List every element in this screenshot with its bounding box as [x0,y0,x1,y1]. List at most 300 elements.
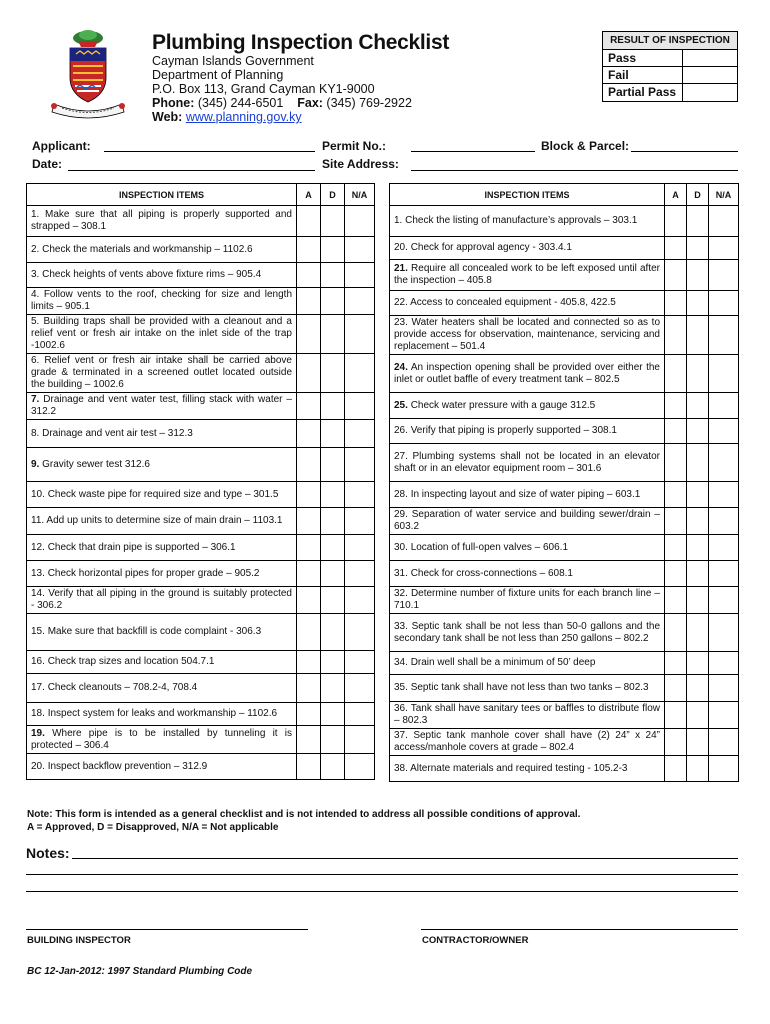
checklist-right-header [390,184,739,206]
na-checkbox[interactable] [709,206,739,237]
disapproved-checkbox[interactable] [321,448,345,482]
disapproved-checkbox[interactable] [321,482,345,508]
item-number: 3. [31,269,40,280]
checklist-row [390,393,739,419]
disapproved-checkbox[interactable] [321,561,345,587]
item-text: Require all concealed work to be left exposed until after the inspection – 405.8 [394,263,660,286]
checklist-item [27,651,297,674]
approved-checkbox[interactable] [665,535,687,561]
contractor-signature-label: CONTRACTOR/OWNER [422,935,529,946]
item-text: Make sure that backfill is code complaint - 306.3 [47,626,262,637]
item-text: Check waste pipe for required size and type – 301.5 [47,488,279,500]
na-checkbox[interactable] [709,614,739,652]
result-pass-checkbox[interactable] [683,50,737,66]
na-checkbox[interactable] [345,482,375,508]
na-checkbox[interactable] [709,291,739,316]
checklist-row [27,726,375,754]
approved-checkbox[interactable] [665,444,687,482]
date-label: Date: [32,157,63,171]
disapproved-checkbox[interactable] [687,675,709,702]
checklist-row [390,206,739,237]
na-checkbox[interactable] [709,316,739,355]
disapproved-checkbox[interactable] [687,260,709,291]
na-checkbox[interactable] [345,288,375,315]
item-number: 35. [394,682,408,693]
disapproved-checkbox[interactable] [687,587,709,614]
item-text: Septic tank manhole cover shall have (2) 24” x 24” access/manhole covers at grade – 802.4 [394,730,660,753]
checklist-item [27,206,297,237]
item-number: 16. [31,656,45,667]
item-text: Septic tank shall have not less than two tanks – 802.3 [410,682,649,693]
na-checkbox[interactable] [345,703,375,726]
checklist-row [27,315,375,354]
disapproved-checkbox[interactable] [687,702,709,729]
na-checkbox[interactable] [709,535,739,561]
na-checkbox[interactable] [345,651,375,674]
checklist-item [27,263,297,288]
result-of-inspection-box [602,31,738,102]
approved-checkbox[interactable] [297,315,321,354]
item-number: 1. [394,215,403,226]
approved-checkbox[interactable] [297,448,321,482]
item-text: Check horizontal pipes for proper grade – 905.2 [47,567,260,579]
approved-checkbox[interactable] [297,237,321,263]
result-partial-label: Partial Pass [603,84,683,101]
na-checkbox[interactable] [709,419,739,444]
item-text: Verify that piping is properly supported – 308.1 [410,425,617,436]
item-number: 26. [394,425,408,436]
item-text: Where pipe is to be installed by tunneling it is protected – 306.4 [31,727,292,751]
na-checkbox[interactable] [709,652,739,675]
na-checkbox[interactable] [345,508,375,535]
checklist-row [27,614,375,651]
web-line [152,110,302,124]
web-link[interactable]: www.planning.gov.ky [185,110,302,124]
checklist-item [27,420,297,448]
approved-checkbox[interactable] [297,587,321,614]
approved-checkbox[interactable] [297,288,321,315]
approved-checkbox[interactable] [297,420,321,448]
approved-checkbox[interactable] [297,263,321,288]
disapproved-checkbox[interactable] [321,614,345,651]
approved-checkbox[interactable] [297,614,321,651]
checklist-item [27,448,297,482]
approved-checkbox[interactable] [665,291,687,316]
item-text: Inspect backflow prevention – 312.9 [47,760,208,772]
result-fail-checkbox[interactable] [683,67,737,83]
item-text: In inspecting layout and size of water piping – 603.1 [410,488,641,500]
approved-checkbox[interactable] [297,508,321,535]
disapproved-checkbox[interactable] [321,315,345,354]
na-checkbox[interactable] [345,614,375,651]
item-text: An inspection opening shall be provided over either the inlet or outlet baffle of every treatment tank – 802.5 [394,361,660,385]
na-checkbox[interactable] [345,354,375,393]
item-number: 36. [394,703,408,714]
approved-checkbox[interactable] [665,652,687,675]
item-number: 7. [31,394,40,405]
col-items-header: INSPECTION ITEMS [27,184,297,206]
na-checkbox[interactable] [345,420,375,448]
approved-checkbox[interactable] [297,393,321,420]
na-checkbox[interactable] [345,206,375,237]
fax-label: Fax: [297,96,323,110]
web-label: Web: [152,110,183,124]
checklist-item [27,508,297,535]
date-field[interactable] [68,170,315,171]
item-text: Access to concealed equipment - 405.8, 422.5 [410,297,616,308]
disapproved-checkbox[interactable] [321,587,345,614]
item-number: 37. [394,730,408,741]
approved-checkbox[interactable] [665,355,687,393]
result-partial-checkbox[interactable] [683,84,737,101]
disapproved-checkbox[interactable] [321,726,345,754]
na-checkbox[interactable] [709,355,739,393]
na-checkbox[interactable] [345,237,375,263]
item-number: 24. [394,361,408,373]
checklist-row [390,316,739,355]
na-checkbox[interactable] [709,561,739,587]
approved-checkbox[interactable] [665,675,687,702]
approved-checkbox[interactable] [297,354,321,393]
item-number: 14. [31,588,45,599]
checklist-item [390,614,665,652]
checklist-item [390,393,665,419]
col-approved-header: A [297,184,321,206]
disapproved-checkbox[interactable] [321,393,345,420]
checklist-row [390,508,739,535]
checklist-right [389,183,739,782]
disapproved-checkbox[interactable] [687,756,709,782]
item-number: 34. [394,657,408,668]
disapproved-checkbox[interactable] [321,237,345,263]
approved-checkbox[interactable] [665,561,687,587]
checklist-row [27,237,375,263]
approved-checkbox[interactable] [297,674,321,703]
disapproved-checkbox[interactable] [687,535,709,561]
item-text: Drain well shall be a minimum of 50’ deep [410,657,596,668]
checklist-item [390,729,665,756]
approved-checkbox[interactable] [665,587,687,614]
item-number: 6. [31,355,40,366]
item-text: Check the listing of manufacture’s approvals – 303.1 [405,215,638,226]
item-number: 11. [31,515,45,526]
applicant-field[interactable] [104,151,315,152]
block-parcel-label: Block & Parcel: [541,139,630,153]
checklist-item [27,703,297,726]
approved-checkbox[interactable] [665,729,687,756]
checklist-row [390,561,739,587]
checklist-row [390,260,739,291]
item-text: Relief vent or fresh air intake shall be carried above grade & terminated in a screened outlet located outside the building – 1002.6 [31,355,292,390]
item-text: Determine number of fixture units for each branch line – 710.1 [394,588,660,611]
item-number: 5. [31,316,40,327]
approved-checkbox[interactable] [665,237,687,260]
checklist-row [27,263,375,288]
checklist-item [390,652,665,675]
disapproved-checkbox[interactable] [687,237,709,260]
checklist-item [27,393,297,420]
checklist-row [390,587,739,614]
na-checkbox[interactable] [345,315,375,354]
na-checkbox[interactable] [345,448,375,482]
item-text: Make sure that all piping is properly supported and strapped – 308.1 [31,209,292,232]
approved-checkbox[interactable] [297,482,321,508]
item-text: Building traps shall be provided with a cleanout and a relief vent or fresh air intake on the inlet side of the trap -1002.6 [31,316,292,351]
checklist-item [27,354,297,393]
result-heading: RESULT OF INSPECTION [603,32,737,50]
checklist-item [390,237,665,260]
na-checkbox[interactable] [345,393,375,420]
permit-label: Permit No.: [322,139,387,153]
checklist-row [390,535,739,561]
notes-label: Notes: [26,845,70,861]
approved-checkbox[interactable] [665,614,687,652]
na-checkbox[interactable] [345,674,375,703]
item-number: 32. [394,588,408,599]
disapproved-checkbox[interactable] [687,561,709,587]
disapproved-checkbox[interactable] [321,535,345,561]
checklist-item [390,444,665,482]
checklist-item [390,419,665,444]
site-address-label: Site Address: [322,157,399,171]
item-number: 30. [394,541,408,553]
approved-checkbox[interactable] [665,702,687,729]
checklist-item [27,482,297,508]
checklist-item [27,315,297,354]
checklist-item [27,674,297,703]
approved-checkbox[interactable] [297,651,321,674]
disapproved-checkbox[interactable] [687,419,709,444]
permit-field[interactable] [411,151,535,152]
na-checkbox[interactable] [709,587,739,614]
checklist-row [390,237,739,260]
item-number: 13. [31,567,45,579]
approved-checkbox[interactable] [665,756,687,782]
col-na-header: N/A [709,184,739,206]
item-text: Water heaters shall be located and connected so as to provide access for observation, maintenance, servicing and replacement – 501.4 [394,317,660,352]
na-checkbox[interactable] [709,260,739,291]
col-disapproved-header: D [687,184,709,206]
checklist-row [390,355,739,393]
result-fail-label: Fail [603,67,683,83]
site-address-field[interactable] [411,170,738,171]
item-text: Gravity sewer test 312.6 [42,458,150,470]
item-text: Add up units to determine size of main drain – 1103.1 [46,515,283,526]
item-number: 18. [31,708,45,719]
item-number: 19. [31,727,45,739]
checklist-row [390,702,739,729]
disapproved-checkbox[interactable] [321,508,345,535]
inspector-signature-line[interactable] [26,929,308,930]
approved-checkbox[interactable] [297,561,321,587]
na-checkbox[interactable] [709,393,739,419]
disapproved-checkbox[interactable] [687,355,709,393]
item-text: Drainage and vent water test, filling stack with water – 312.2 [31,394,292,417]
item-text: Check for cross-connections – 608.1 [410,567,573,579]
approved-checkbox[interactable] [665,508,687,535]
na-checkbox[interactable] [345,535,375,561]
disapproved-checkbox[interactable] [687,291,709,316]
col-approved-header: A [665,184,687,206]
na-checkbox[interactable] [709,702,739,729]
item-number: 33. [394,620,408,632]
result-pass-row [603,50,737,67]
item-number: 8. [31,427,40,439]
checklist-row [27,535,375,561]
disapproved-checkbox[interactable] [687,508,709,535]
notes-line-3[interactable] [26,891,738,892]
approved-checkbox[interactable] [665,316,687,355]
checklist-row [27,354,375,393]
item-text: Septic tank shall be not less than 50-0 gallons and the secondary tank shall be not less than 250 gallons – 802.2 [394,620,661,644]
block-parcel-field[interactable] [631,151,738,152]
approved-checkbox[interactable] [665,393,687,419]
checklist-item [27,587,297,614]
item-text: Drainage and vent air test – 312.3 [42,427,193,439]
item-number: 15. [31,626,45,637]
approved-checkbox[interactable] [665,482,687,508]
checklist-row [27,508,375,535]
checklist-row [27,561,375,587]
item-number: 12. [31,541,45,553]
item-number: 31. [394,567,408,579]
approved-checkbox[interactable] [297,206,321,237]
applicant-label: Applicant: [32,139,91,153]
checklist-row [27,754,375,780]
contact-line [152,96,412,110]
disapproved-checkbox[interactable] [687,614,709,652]
na-checkbox[interactable] [709,237,739,260]
checklist-item [390,561,665,587]
item-number: 10. [31,488,45,500]
checklist-item [390,702,665,729]
checklist-left [26,183,375,780]
na-checkbox[interactable] [709,675,739,702]
disapproved-checkbox[interactable] [687,652,709,675]
na-checkbox[interactable] [709,756,739,782]
disapproved-checkbox[interactable] [321,674,345,703]
checklist-row [27,420,375,448]
checklist-row [27,587,375,614]
item-text: Check that drain pipe is supported – 306.1 [47,541,236,553]
checklist-row [27,206,375,237]
checklist-item [390,587,665,614]
item-number: 38. [394,762,408,774]
checklist-item [27,535,297,561]
disapproved-checkbox[interactable] [687,444,709,482]
col-na-header: N/A [345,184,375,206]
notes-line-1[interactable] [72,858,738,859]
item-number: 2. [31,243,40,255]
checklist-item [27,614,297,651]
na-checkbox[interactable] [345,587,375,614]
checklist-item [390,482,665,508]
na-checkbox[interactable] [709,729,739,756]
na-checkbox[interactable] [345,754,375,780]
na-checkbox[interactable] [709,482,739,508]
item-number: 27. [394,450,408,462]
checklist-row [27,703,375,726]
checklist-row [390,444,739,482]
disapproved-checkbox[interactable] [321,263,345,288]
approved-checkbox[interactable] [297,726,321,754]
na-checkbox[interactable] [709,444,739,482]
contractor-signature-line[interactable] [421,929,738,930]
approved-checkbox[interactable] [297,703,321,726]
na-checkbox[interactable] [345,561,375,587]
disapproved-checkbox[interactable] [687,482,709,508]
disapproved-checkbox[interactable] [321,288,345,315]
checklist-row [27,393,375,420]
disapproved-checkbox[interactable] [687,393,709,419]
item-text: Check water pressure with a gauge 312.5 [410,399,596,411]
item-number: 20. [31,760,45,772]
checklist-item [390,206,665,237]
item-number: 29. [394,509,408,520]
disclaimer-note: Note: This form is intended as a general checklist and is not intended to address all possible conditions of approval. [27,809,581,820]
approved-checkbox[interactable] [297,535,321,561]
notes-line-2[interactable] [26,874,738,875]
disapproved-checkbox[interactable] [321,420,345,448]
checklist-item [27,561,297,587]
approved-checkbox[interactable] [297,754,321,780]
disapproved-checkbox[interactable] [321,703,345,726]
na-checkbox[interactable] [345,726,375,754]
item-text: Check for approval agency - 303.4.1 [410,242,572,253]
disapproved-checkbox[interactable] [321,354,345,393]
approved-checkbox[interactable] [665,206,687,237]
checklist-item [27,754,297,780]
postal-address: P.O. Box 113, Grand Cayman KY1-9000 [152,82,375,96]
checklist-row [27,674,375,703]
item-text: Location of full-open valves – 606.1 [410,541,569,553]
approved-checkbox[interactable] [665,260,687,291]
disapproved-checkbox[interactable] [687,729,709,756]
item-number: 17. [31,682,45,693]
checklist-row [390,675,739,702]
inspector-signature-label: BUILDING INSPECTOR [27,935,131,946]
disapproved-checkbox[interactable] [321,651,345,674]
item-text: Check trap sizes and location 504.7.1 [47,656,215,667]
disapproved-checkbox[interactable] [687,206,709,237]
checklist-row [27,448,375,482]
checklist-item [27,288,297,315]
checklist-left-header [27,184,375,206]
coat-of-arms-icon [40,26,136,122]
checklist-item [390,535,665,561]
item-number: 23. [394,317,408,328]
item-number: 9. [31,458,40,470]
result-partial-row [603,84,737,101]
item-number: 25. [394,399,408,411]
item-text: Plumbing systems shall not be located in an elevator shaft or in an elevator equipment room – 301.6 [394,450,661,474]
na-checkbox[interactable] [709,508,739,535]
checklist-item [27,237,297,263]
na-checkbox[interactable] [345,263,375,288]
phone-number: (345) 244-6501 [197,96,284,110]
disapproved-checkbox[interactable] [321,206,345,237]
phone-label: Phone: [152,96,195,110]
approved-checkbox[interactable] [665,419,687,444]
item-text: Alternate materials and required testing - 105.2-3 [410,762,628,774]
disapproved-checkbox[interactable] [687,316,709,355]
disapproved-checkbox[interactable] [321,754,345,780]
checklist-row [390,419,739,444]
page-title: Plumbing Inspection Checklist [152,31,450,54]
item-text: Follow vents to the roof, checking for size and length limits – 905.1 [31,289,293,312]
col-items-header: INSPECTION ITEMS [390,184,665,206]
checklist-item [390,260,665,291]
